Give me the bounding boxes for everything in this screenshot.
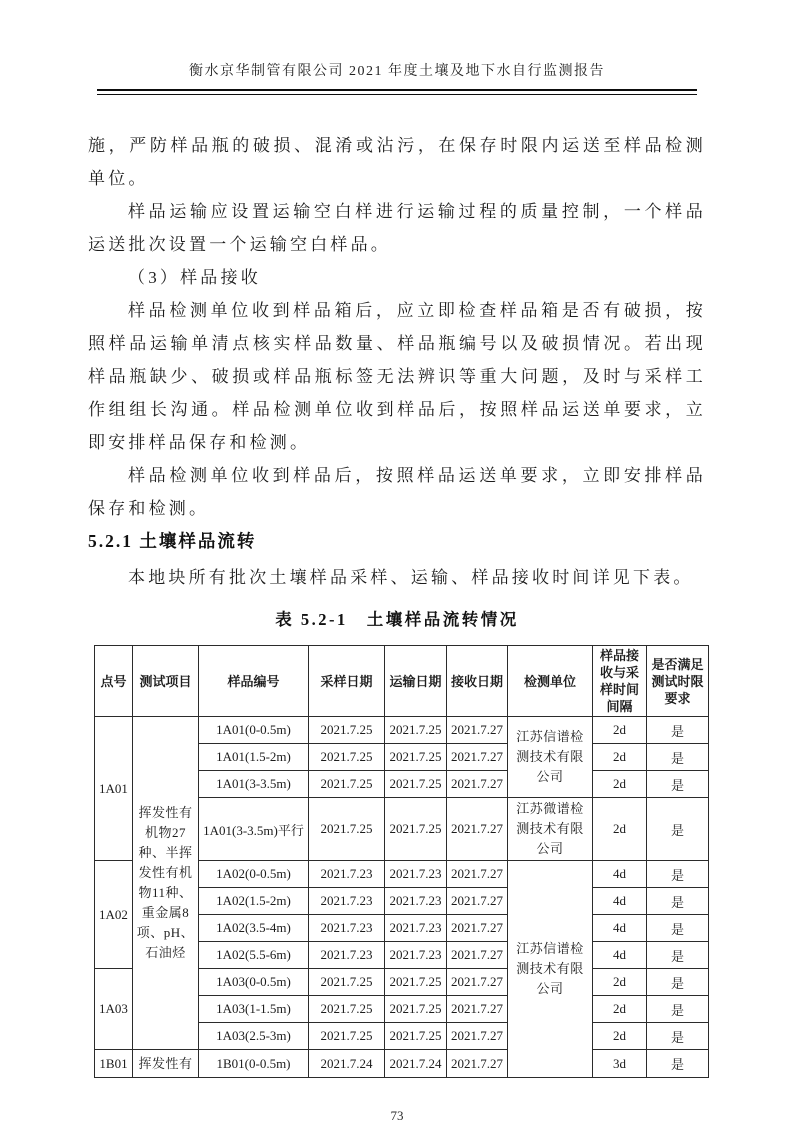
cell-receive-date: 2021.7.27 xyxy=(447,744,508,771)
cell-interval: 2d xyxy=(593,798,647,861)
cell-meets: 是 xyxy=(647,888,709,915)
cell-transport-date: 2021.7.25 xyxy=(385,798,447,861)
cell-interval: 2d xyxy=(593,717,647,744)
cell-receive-date: 2021.7.27 xyxy=(447,798,508,861)
paragraph-continuation: 施，严防样品瓶的破损、混淆或沾污，在保存时限内运送至样品检测单位。 xyxy=(88,136,706,188)
cell-meets: 是 xyxy=(647,969,709,996)
report-title: 衡水京华制管有限公司 2021 年度土壤及地下水自行监测报告 xyxy=(189,64,605,79)
header-sampling-date: 采样日期 xyxy=(309,646,385,717)
cell-receive-date: 2021.7.27 xyxy=(447,942,508,969)
cell-transport-date: 2021.7.23 xyxy=(385,888,447,915)
cell-sample-id: 1A01(3-3.5m)平行 xyxy=(199,798,309,861)
cell-test-project: 挥发性有 xyxy=(133,1050,199,1078)
cell-sample-id: 1A03(0-0.5m) xyxy=(199,969,309,996)
cell-sampling-date: 2021.7.23 xyxy=(309,942,385,969)
cell-meets: 是 xyxy=(647,915,709,942)
cell-sample-id: 1A03(2.5-3m) xyxy=(199,1023,309,1050)
cell-meets: 是 xyxy=(647,744,709,771)
header-meets-limit: 是否满足测试时限要求 xyxy=(647,646,709,717)
paragraph-table-intro: 本地块所有批次土壤样品采样、运输、样品接收时间详见下表。 xyxy=(128,568,694,587)
header-transport-date: 运输日期 xyxy=(385,646,447,717)
paragraph-sample-receipt-label: （3）样品接收 xyxy=(128,268,261,287)
cell-sample-id: 1A02(3.5-4m) xyxy=(199,915,309,942)
cell-lab: 江苏微谱检测技术有限公司 xyxy=(508,798,593,861)
cell-interval: 4d xyxy=(593,861,647,888)
cell-receive-date: 2021.7.27 xyxy=(447,969,508,996)
cell-interval: 4d xyxy=(593,915,647,942)
cell-meets: 是 xyxy=(647,1023,709,1050)
cell-transport-date: 2021.7.23 xyxy=(385,915,447,942)
header-sample-id: 样品编号 xyxy=(199,646,309,717)
cell-interval: 2d xyxy=(593,744,647,771)
cell-test-project: 挥发性有机物27种、半挥发性有机物11种、重金属8项、pH、石油烃 xyxy=(133,717,199,1050)
cell-interval: 4d xyxy=(593,942,647,969)
cell-receive-date: 2021.7.27 xyxy=(447,1023,508,1050)
cell-meets: 是 xyxy=(647,942,709,969)
cell-interval: 4d xyxy=(593,888,647,915)
cell-sample-id: 1A01(0-0.5m) xyxy=(199,717,309,744)
paragraph-receipt-arrange: 样品检测单位收到样品后，按照样品运送单要求，立即安排样品保存和检测。 xyxy=(88,466,706,518)
page-number: 73 xyxy=(390,1108,404,1123)
cell-transport-date: 2021.7.23 xyxy=(385,861,447,888)
table-row xyxy=(95,717,709,744)
cell-meets: 是 xyxy=(647,861,709,888)
cell-receive-date: 2021.7.27 xyxy=(447,771,508,798)
cell-point-no: 1B01 xyxy=(95,1050,133,1078)
cell-sampling-date: 2021.7.25 xyxy=(309,969,385,996)
cell-transport-date: 2021.7.25 xyxy=(385,1023,447,1050)
paragraph-transport-blank: 样品运输应设置运输空白样进行运输过程的质量控制，一个样品运送批次设置一个运输空白样品。 xyxy=(88,202,706,254)
cell-point-no: 1A03 xyxy=(95,969,133,1050)
cell-transport-date: 2021.7.25 xyxy=(385,771,447,798)
cell-sample-id: 1A02(5.5-6m) xyxy=(199,942,309,969)
cell-interval: 2d xyxy=(593,1023,647,1050)
soil-sample-transfer-table xyxy=(94,645,709,1078)
cell-meets: 是 xyxy=(647,717,709,744)
header-test-project: 测试项目 xyxy=(133,646,199,717)
cell-sampling-date: 2021.7.23 xyxy=(309,915,385,942)
cell-transport-date: 2021.7.25 xyxy=(385,717,447,744)
table-header-row xyxy=(95,646,709,717)
cell-sample-id: 1A03(1-1.5m) xyxy=(199,996,309,1023)
header-point-no: 点号 xyxy=(95,646,133,717)
cell-transport-date: 2021.7.25 xyxy=(385,996,447,1023)
cell-sampling-date: 2021.7.23 xyxy=(309,861,385,888)
cell-sampling-date: 2021.7.24 xyxy=(309,1050,385,1078)
cell-point-no: 1A01 xyxy=(95,717,133,861)
cell-sample-id: 1A01(3-3.5m) xyxy=(199,771,309,798)
cell-sample-id: 1B01(0-0.5m) xyxy=(199,1050,309,1078)
cell-interval: 2d xyxy=(593,996,647,1023)
cell-receive-date: 2021.7.27 xyxy=(447,861,508,888)
cell-transport-date: 2021.7.24 xyxy=(385,1050,447,1078)
cell-meets: 是 xyxy=(647,771,709,798)
cell-receive-date: 2021.7.27 xyxy=(447,1050,508,1078)
cell-receive-date: 2021.7.27 xyxy=(447,717,508,744)
cell-point-no: 1A02 xyxy=(95,861,133,969)
cell-lab: 江苏信谱检测技术有限公司 xyxy=(508,861,593,1078)
cell-receive-date: 2021.7.27 xyxy=(447,888,508,915)
cell-interval: 2d xyxy=(593,969,647,996)
header-receive-date: 接收日期 xyxy=(447,646,508,717)
page-header xyxy=(88,62,706,95)
cell-transport-date: 2021.7.25 xyxy=(385,969,447,996)
cell-sampling-date: 2021.7.25 xyxy=(309,798,385,861)
section-heading: 5.2.1 土壤样品流转 xyxy=(88,531,257,551)
header-interval: 样品接收与采样时间间隔 xyxy=(593,646,647,717)
header-double-rule xyxy=(97,89,697,95)
table-caption: 表 5.2-1 土壤样品流转情况 xyxy=(275,610,519,629)
cell-sample-id: 1A02(1.5-2m) xyxy=(199,888,309,915)
paragraph-receipt-procedure: 样品检测单位收到样品箱后，应立即检查样品箱是否有破损，按照样品运输单清点核实样品数量、样品瓶编号以及破损情况。若出现样品瓶缺少、破损或样品瓶标签无法辨识等重大问题，及时与采样工作组组长沟通。样品检测单位收到样品后，按照样品运送单要求，立即安排样品保存和检测。 xyxy=(88,301,706,452)
cell-sampling-date: 2021.7.25 xyxy=(309,996,385,1023)
cell-meets: 是 xyxy=(647,798,709,861)
cell-transport-date: 2021.7.23 xyxy=(385,942,447,969)
cell-sampling-date: 2021.7.25 xyxy=(309,717,385,744)
cell-receive-date: 2021.7.27 xyxy=(447,915,508,942)
cell-meets: 是 xyxy=(647,996,709,1023)
cell-sampling-date: 2021.7.25 xyxy=(309,1023,385,1050)
cell-sampling-date: 2021.7.25 xyxy=(309,771,385,798)
cell-lab: 江苏信谱检测技术有限公司 xyxy=(508,717,593,798)
cell-meets: 是 xyxy=(647,1050,709,1078)
cell-sampling-date: 2021.7.25 xyxy=(309,744,385,771)
cell-sample-id: 1A01(1.5-2m) xyxy=(199,744,309,771)
cell-sampling-date: 2021.7.23 xyxy=(309,888,385,915)
cell-transport-date: 2021.7.25 xyxy=(385,744,447,771)
table-row xyxy=(95,1050,709,1078)
body-text xyxy=(88,129,706,594)
cell-interval: 3d xyxy=(593,1050,647,1078)
header-lab: 检测单位 xyxy=(508,646,593,717)
cell-interval: 2d xyxy=(593,771,647,798)
cell-sample-id: 1A02(0-0.5m) xyxy=(199,861,309,888)
cell-receive-date: 2021.7.27 xyxy=(447,996,508,1023)
